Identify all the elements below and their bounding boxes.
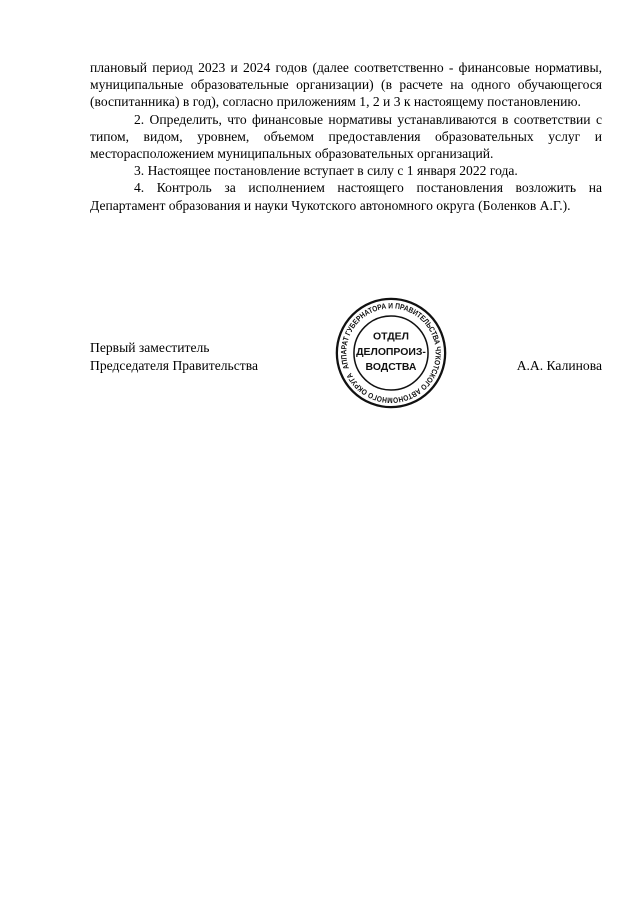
signatory-name: А.А. Калинова [516, 357, 602, 373]
signatory-position-line-1: Первый заместитель [90, 340, 210, 355]
stamp-ring-text-path: АППАРАТ ГУБЕРНАТОРА И ПРАВИТЕЛЬСТВА ЧУКОТСКОГО АВТОНОМНОГО ОКРУГА [339, 301, 443, 405]
office-stamp [334, 296, 448, 410]
stamp-center-line-2: ДЕЛОПРОИЗ- [356, 346, 426, 358]
paragraph-4: 4. Контроль за исполнением настоящего постановления возложить на Департамент образования и науки Чукотского автономного округа (Боленков А.Г.). [90, 180, 602, 213]
paragraph-2: 2. Определить, что финансовые нормативы устанавливаются в соответствии с типом, видом, уровнем, объемом предоставления образовательных услуг и месторасположением муниципальных образовательных организаций. [90, 111, 602, 162]
signatory-position [90, 339, 258, 374]
signatory-position-line-2: Председателя Правительства [90, 357, 258, 373]
stamp-center-line-3: ВОДСТВА [365, 362, 417, 374]
stamp-center-line-1: ОТДЕЛ [373, 331, 409, 343]
paragraph-3: 3. Настоящее постановление вступает в силу с 1 января 2022 года. [134, 163, 518, 179]
paragraph-continuation: плановый период 2023 и 2024 годов (далее соответственно - финансовые нормативы, муниципальные образовательные организации) (в расчете на одного обучающегося (воспитанника) в год), согласно приложениям 1, 2 и 3 к настоящему постановлению. [90, 60, 602, 110]
document-body [90, 59, 602, 214]
